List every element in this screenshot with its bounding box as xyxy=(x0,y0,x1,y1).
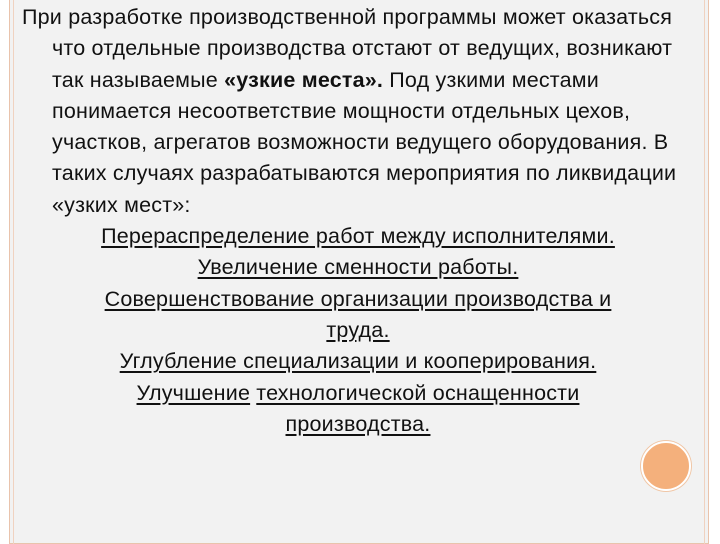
intro-paragraph xyxy=(22,2,694,221)
measure-item-2-text: Увеличение сменности работы. xyxy=(197,255,519,280)
measure-item-5-text-b: технологической оснащенности xyxy=(256,380,580,405)
measure-item-3-text: Совершенствование организации производства и xyxy=(104,286,612,311)
measure-item-5 xyxy=(22,378,694,441)
intro-text-start: При разработке производственной программы может оказаться что отдельные производства отстают от ведущих, возникают так называемые xyxy=(22,5,673,92)
measure-item-2 xyxy=(22,252,694,283)
measure-item-1 xyxy=(22,221,694,252)
decorative-circle xyxy=(641,441,691,491)
measure-item-3-text-cont: труда. xyxy=(326,317,390,342)
measure-item-3 xyxy=(22,284,694,347)
measure-item-1-text: Перераспределение работ между исполнителями. xyxy=(101,224,615,249)
bottleneck-term: «узкие места». xyxy=(224,67,384,92)
measure-item-4-text: Углубление специализации и кооперирования. xyxy=(119,349,597,374)
intro-text-end: Под узкими местами понимается несоответствие мощности отдельных цехов, участков, агрегатов возможности ведущего оборудования. В таких случаях разрабатываются мероприятия по ликвидации «узких мест»: xyxy=(52,67,677,217)
measure-item-4 xyxy=(22,346,694,377)
slide-content xyxy=(22,2,694,440)
measure-item-5-text-cont: производства. xyxy=(285,411,431,436)
measure-item-5-text-a: Улучшение xyxy=(136,380,251,405)
